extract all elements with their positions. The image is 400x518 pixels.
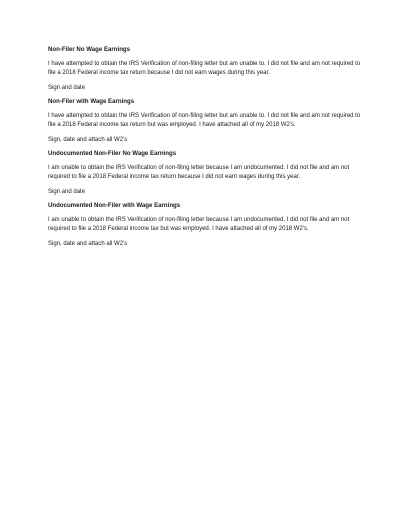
section-instruction: Sign, date and attach all W2’s	[48, 241, 128, 247]
section-body: I am unable to obtain the IRS Verification of non-filing letter because I am undocumented. I did not file and am not required to file a 2018 Federal income tax return because I did not earn wages during this year.	[48, 165, 350, 180]
section-instruction: Sign and date	[48, 85, 86, 91]
section-heading: Undocumented Non-Filer with Wage Earnings	[48, 202, 181, 209]
section-heading: Undocumented Non-Filer No Wage Earnings	[48, 150, 177, 157]
section-body: I have attempted to obtain the IRS Verification of non-filing letter but am unable to. I did not file and am not required to file a 2018 Federal income tax return because I did not earn wages during this year.	[48, 61, 361, 76]
document-page	[48, 46, 368, 254]
section-heading: Non-Filer No Wage Earnings	[48, 46, 131, 53]
section-undocumented-no-wage	[48, 150, 368, 196]
section-instruction: Sign and date	[48, 189, 86, 195]
section-heading: Non-Filer with Wage Earnings	[48, 98, 135, 105]
section-body: I am unable to obtain the IRS Verification of non-filing letter because I am undocumented. I did not file and am not required to file a 2018 Federal income tax but was employed. I have attached all of my 2018 W2’s.	[48, 217, 350, 232]
section-undocumented-with-wage	[48, 202, 368, 248]
section-instruction: Sign, date and attach all W2’s	[48, 137, 128, 143]
section-non-filer-with-wage	[48, 98, 368, 144]
section-body: I have attempted to obtain the IRS Verification of non-filing letter but am unable to. I did not file and am not required to file a 2018 Federal income tax return but was employed. I have attached all of my 2018 W2’s.	[48, 113, 361, 128]
section-non-filer-no-wage	[48, 46, 368, 92]
